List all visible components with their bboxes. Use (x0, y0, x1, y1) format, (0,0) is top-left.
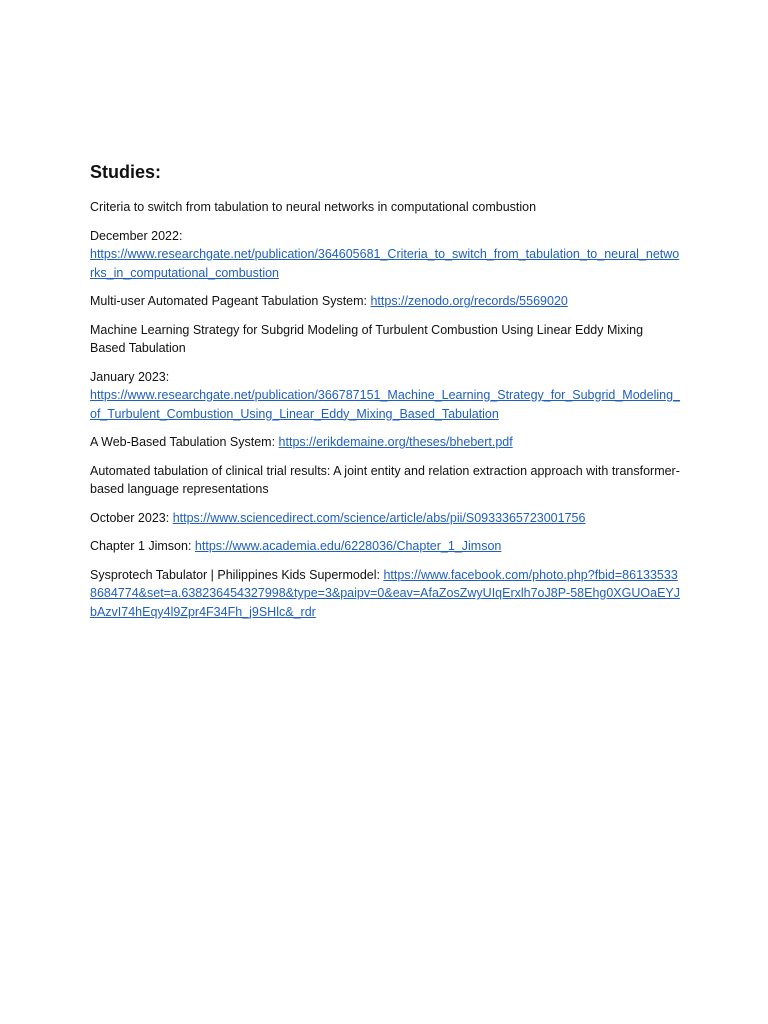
sciencedirect-link[interactable]: https://www.sciencedirect.com/science/article/abs/pii/S0933365723001756 (172, 510, 586, 525)
entry-date-link: January 2023: https://www.researchgate.net/publication/366787151_Machine_Learning_Strategy_for_Subgrid_Modeling_of_Turbulent_Combustion_Using_Linear_Eddy_Mixing_Based_Tabulation (90, 369, 680, 421)
entry-inline-link: A Web-Based Tabulation System: https://erikdemaine.org/theses/bhebert.pdf (90, 435, 513, 449)
researchgate-link-ml-strategy[interactable]: https://www.researchgate.net/publication/366787151_Machine_Learning_Strategy_for_Subgrid_Modeling_of_Turbulent_Combustion_Using_Linear_Eddy_Mixing_Based_Tabulation (90, 388, 680, 421)
document-page (90, 160, 680, 631)
page-heading: Studies: (90, 162, 162, 182)
entry-date-link: December 2022: https://www.researchgate.net/publication/364605681_Criteria_to_switch_from_tabulation_to_neural_networks_in_computational_combustion (90, 228, 680, 280)
facebook-link[interactable]: https://www.facebook.com/photo.php?fbid=861335338684774&set=a.638236454327998&type=3&paipv=0&eav=AfaZosZwyUIqErxlh7oJ8P-58Ehg0XGUOaEYJbAzvI74hEqy4l9Zpr4F34Fh_j9SHlc&_rdr (90, 567, 680, 619)
entry-inline-link: Chapter 1 Jimson: https://www.academia.edu/6228036/Chapter_1_Jimson (90, 539, 502, 553)
entry-title: Machine Learning Strategy for Subgrid Modeling of Turbulent Combustion Using Linear Eddy Mixing Based Tabulation (90, 322, 644, 355)
researchgate-link-criteria[interactable]: https://www.researchgate.net/publication/364605681_Criteria_to_switch_from_tabulation_to_neural_networks_in_computational_combustion (90, 247, 680, 280)
entry-title: Criteria to switch from tabulation to neural networks in computational combustion (90, 200, 537, 214)
zenodo-link[interactable]: https://zenodo.org/records/5569020 (370, 294, 568, 308)
erikdemaine-link[interactable]: https://erikdemaine.org/theses/bhebert.pdf (278, 435, 513, 449)
entry-inline-link: Sysprotech Tabulator | Philippines Kids Supermodel: https://www.facebook.com/photo.php?fbid=861335338684774&set=a.638236454327998&type=3&paipv=0&eav=AfaZosZwyUIqErxlh7oJ8P-58Ehg0XGUOaEYJbAzvI74hEqy4l9Zpr4F34Fh_j9SHlc&_rdr (90, 567, 680, 619)
entry-inline-link: Multi-user Automated Pageant Tabulation System: https://zenodo.org/records/5569020 (90, 294, 568, 308)
entry-title: Automated tabulation of clinical trial results: A joint entity and relation extraction approach with transformer-based language representations (90, 463, 680, 496)
entry-inline-link: October 2023: https://www.sciencedirect.com/science/article/abs/pii/S0933365723001756 (90, 510, 586, 525)
academia-link[interactable]: https://www.academia.edu/6228036/Chapter_1_Jimson (194, 539, 502, 553)
